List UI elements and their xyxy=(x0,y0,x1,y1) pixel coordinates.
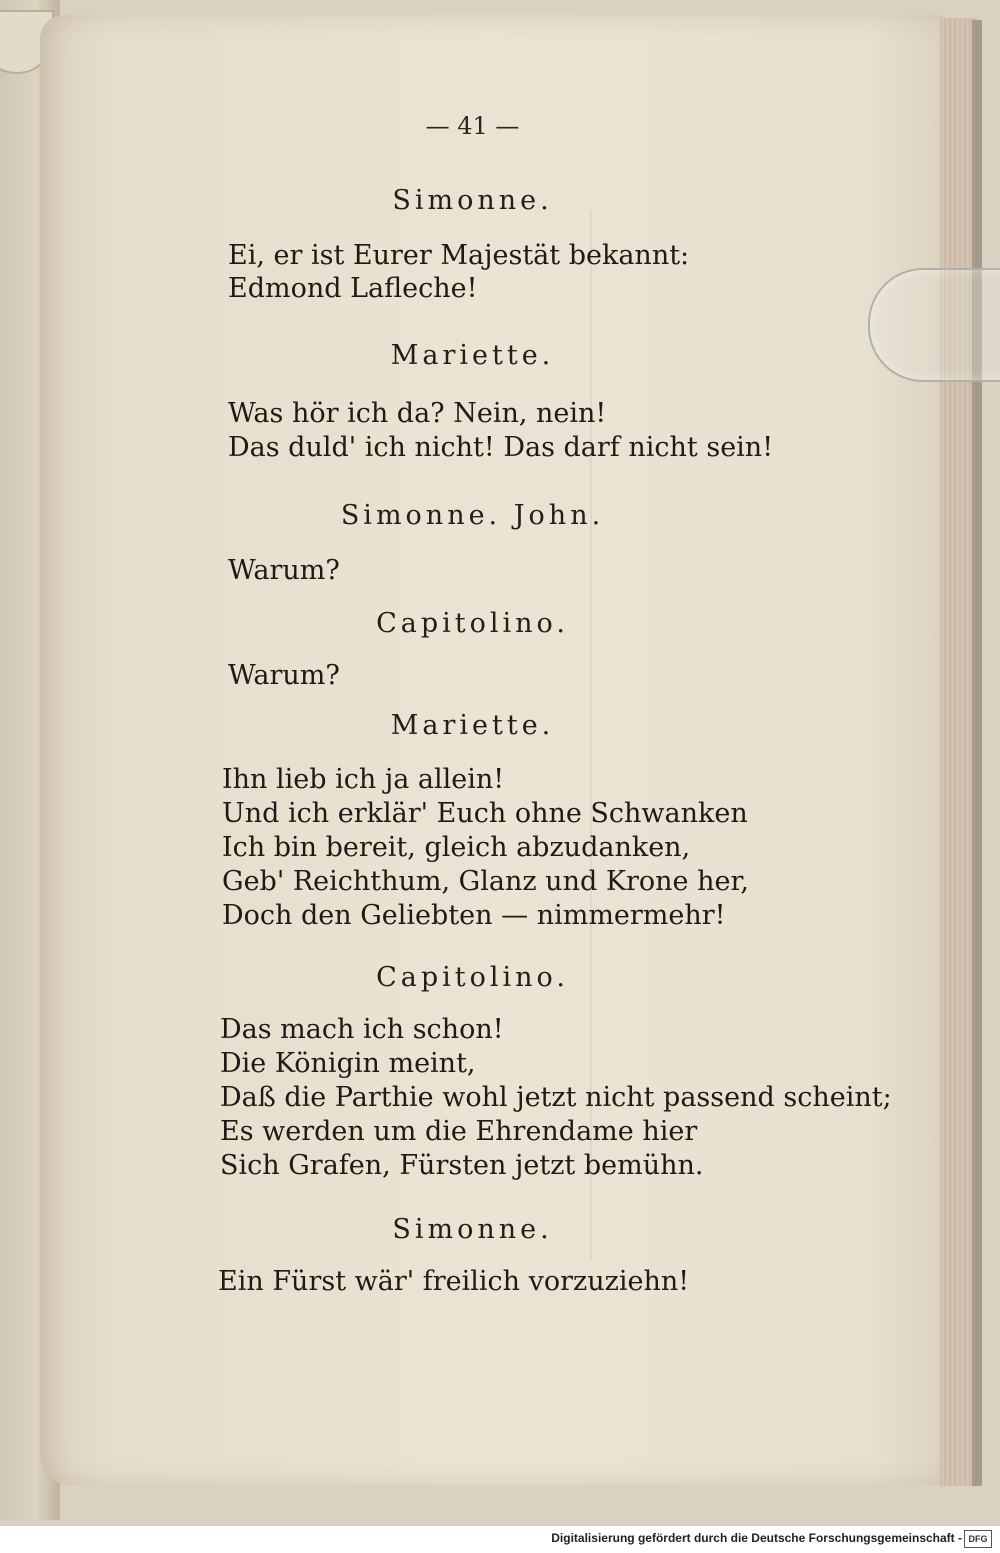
verse-line: Was hör ich da? Nein, nein! xyxy=(228,398,607,429)
speaker-name: Capitolino. xyxy=(376,608,569,639)
speaker-name: Simonne. xyxy=(392,185,553,216)
funding-credit: Digitalisierung gefördert durch die Deutsche Forschungsgemeinschaft - xyxy=(551,1531,962,1545)
verse-line: Das duld' ich nicht! Das darf nicht sein! xyxy=(228,432,774,463)
verse-line: Ei, er ist Eurer Majestät bekannt: xyxy=(228,240,690,271)
speaker-name: Simonne. xyxy=(392,1214,553,1245)
verse-line: Sich Grafen, Fürsten jetzt bemühn. xyxy=(220,1150,704,1181)
verse-line: Ich bin bereit, gleich abzudanken, xyxy=(222,832,691,863)
speaker-name: Mariette. xyxy=(390,710,555,741)
verse-line: Das mach ich schon! xyxy=(220,1014,504,1045)
speaker-name: Simonne. John. xyxy=(340,500,605,531)
verse-line: Doch den Geliebten — nimmermehr! xyxy=(222,900,726,931)
verse-line: Die Königin meint, xyxy=(220,1048,476,1079)
verse-line: Ihn lieb ich ja allein! xyxy=(222,764,505,795)
verse-line: Edmond Lafleche! xyxy=(228,273,478,304)
verse-line: Es werden um die Ehrendame hier xyxy=(220,1116,698,1147)
verse-line: Geb' Reichthum, Glanz und Krone her, xyxy=(222,866,750,897)
speaker-name: Mariette. xyxy=(390,340,555,371)
verse-line: Daß die Parthie wohl jetzt nicht passend scheint; xyxy=(220,1082,892,1113)
page-number: — 41 — xyxy=(425,112,520,140)
verse-line: Und ich erklär' Euch ohne Schwanken xyxy=(222,798,748,829)
verse-line: Ein Fürst wär' freilich vorzuziehn! xyxy=(218,1266,690,1297)
dfg-logo: DFG xyxy=(964,1530,992,1548)
speaker-name: Capitolino. xyxy=(376,962,569,993)
page-stack-shadow xyxy=(972,20,982,1486)
verse-line: Warum? xyxy=(228,660,340,691)
verse-line: Warum? xyxy=(228,555,340,586)
